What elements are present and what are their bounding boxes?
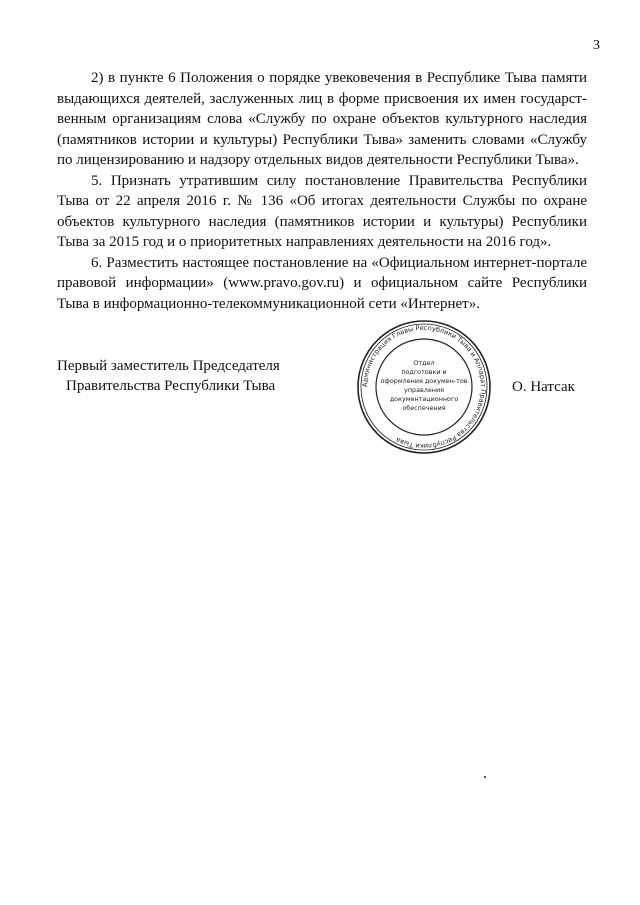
- seal-ring-text: Администрация Главы Республики Тыва и Аппарат Правительства Республики Тыва: [360, 323, 488, 451]
- document-body: [57, 68, 587, 314]
- signatory-position: [57, 356, 280, 396]
- paragraph-item-5: 5. Признать утратившим силу постановление Правительства Республики Тыва от 22 апреля 2016 г. № 136 «Об итогах деятельности Службы по охране объектов культурного наследия (памятников истории и культуры) Республики Тыва за 2015 год и о приоритетных направлениях деятельности на 2016 год».: [57, 172, 587, 250]
- seal-center-line: управления: [404, 386, 444, 394]
- seal-center-line: Отдел: [413, 359, 435, 367]
- seal-center-line: обеспечения: [402, 404, 446, 412]
- paragraph-item-6: 6. Разместить настоящее постановление на «Официальном интернет-портале правовой информации» (www.pravo.gov.ru) и официальном сайте Республики Тыва в информационно-телекоммуникационной сети «Интернет».: [57, 254, 587, 312]
- official-seal-stamp: [355, 318, 493, 456]
- signatory-name: О. Натсак: [512, 379, 575, 395]
- seal-center-line: оформления докумен-тов: [380, 377, 468, 385]
- paragraph-item-2: 2) в пункте 6 Положения о порядке увековечения в Республике Тыва памяти выдающихся деятелей, заслуженных лиц в форме присвоения их имен государст-венным организациям слова «Службу по охране объектов культурного наследия (памятников истории и культуры) Республики Тыва» заменить словами «Службу по лицензированию и надзору отдельных видов деятельности Республики Тыва».: [57, 70, 587, 168]
- signatory-position-line2: Правительства Республики Тыва: [66, 378, 276, 394]
- signatory-position-line1: Первый заместитель Председателя: [57, 358, 280, 374]
- scan-speck: [484, 776, 486, 778]
- page-number: 3: [593, 38, 600, 53]
- seal-center-line: подготовки и: [401, 368, 447, 376]
- seal-center-line: документационного: [389, 395, 459, 403]
